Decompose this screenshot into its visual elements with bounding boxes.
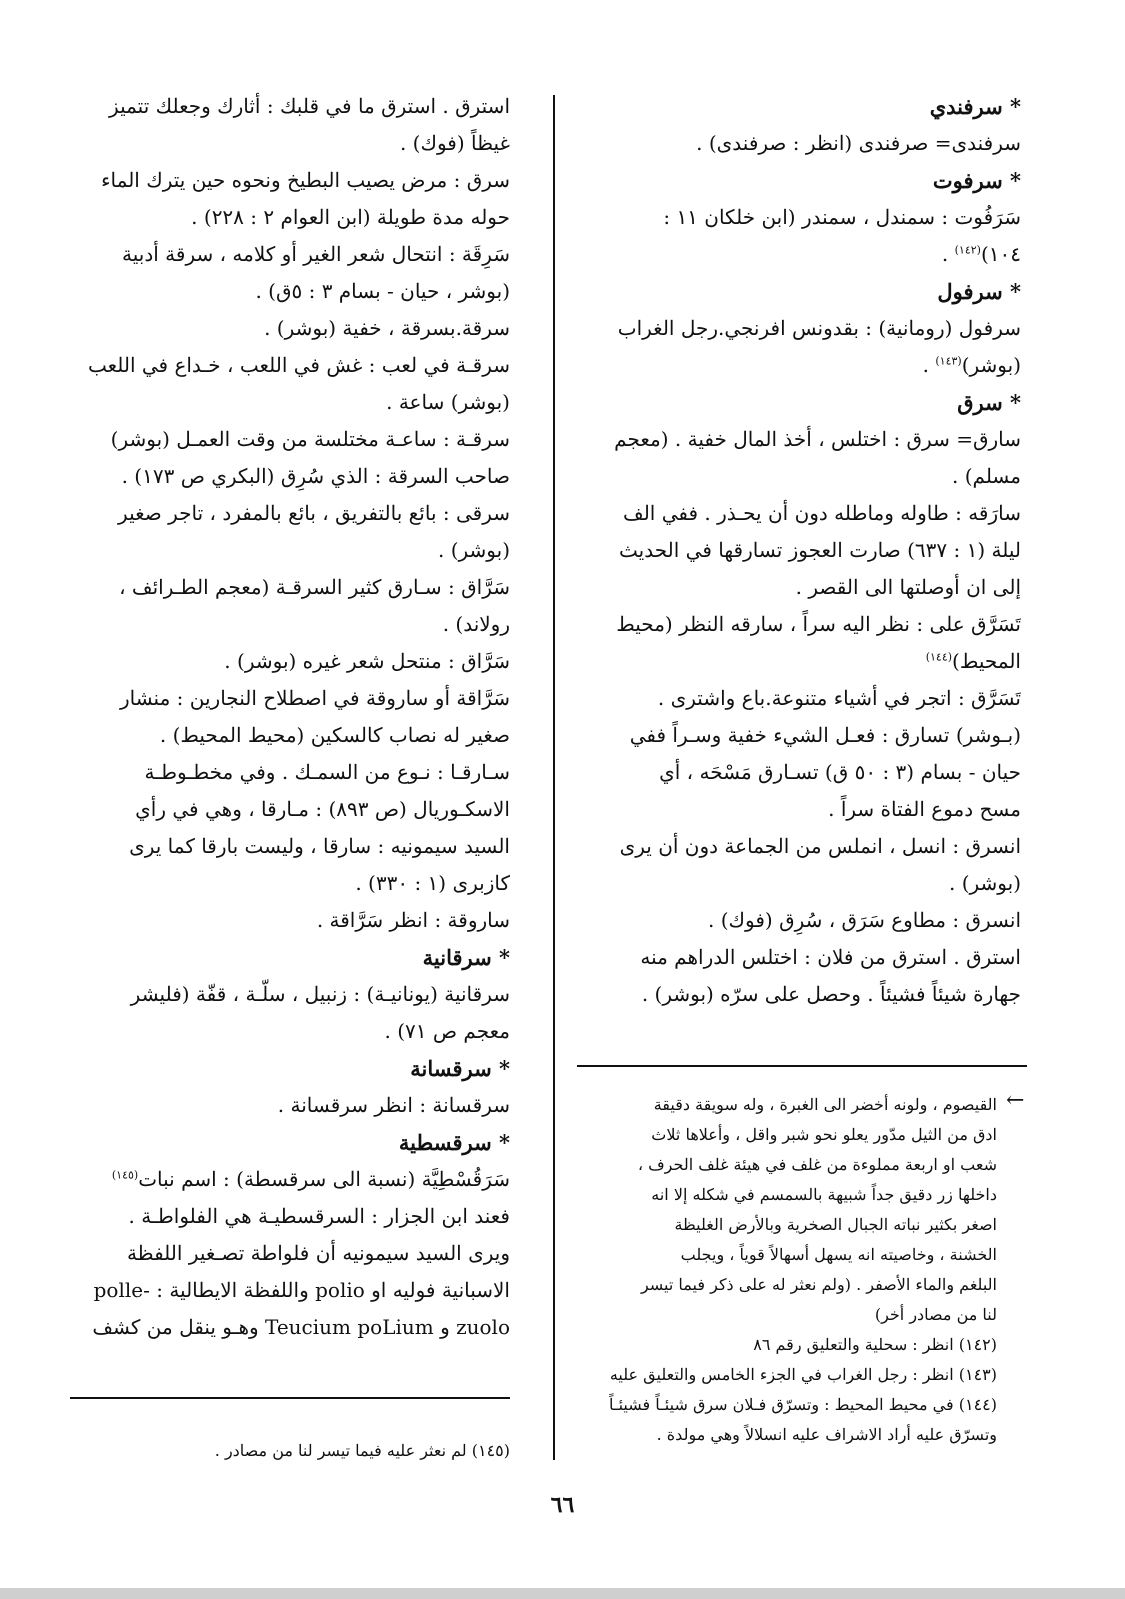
left-line-text: سَرَقُسْطِيَّة (نسبة الى سرقسطة) : اسم نبات xyxy=(138,1167,510,1191)
right-footnote-line: (١٤٣) انظر : رجل الغراب في الجزء الخامس والتعليق عليه xyxy=(609,1365,997,1384)
right-footnote-line: (١٤٤) في محيط المحيط : وتسرّق فـلان سرق شيئـاً فشيئـاً xyxy=(609,1395,997,1414)
right-line-text: * سرفندي xyxy=(929,94,1021,119)
left-text-line xyxy=(70,88,510,125)
continuation-arrow: ← xyxy=(1006,1088,1025,1113)
left-text-line xyxy=(70,754,510,791)
right-line-text: * سرفول xyxy=(937,279,1021,304)
footnote-rule-left xyxy=(70,1397,510,1399)
right-line-text: مسلم) . xyxy=(951,464,1021,488)
left-line-text: ساروقة : انظر سَرَّاقة . xyxy=(316,908,510,932)
right-line-text: حيان - بسام (٣ : ٥٠ ق) تسـارق مَسْحَه ، أي xyxy=(659,760,1021,784)
left-text-line xyxy=(70,1161,510,1198)
left-line-text: الاسكـوريال (ص ٨٩٣) : مـارقا ، وهي في رأي xyxy=(135,797,510,821)
right-text-line xyxy=(577,754,1021,791)
left-text-line xyxy=(70,1198,510,1235)
left-text-line xyxy=(70,273,510,310)
left-text-line xyxy=(70,569,510,606)
left-text-line xyxy=(70,236,510,273)
footnotes-right xyxy=(577,1090,997,1450)
left-headword xyxy=(70,1124,510,1161)
right-line-text: (بوشر) . xyxy=(948,871,1021,895)
left-text-line xyxy=(70,458,510,495)
right-text-line xyxy=(577,717,1021,754)
left-line-text: (بوشر ، حيان - بسام ٣ : ٥ق) . xyxy=(255,279,510,303)
left-line-text: صغير له نصاب كالسكين (محيط المحيط) . xyxy=(159,723,510,747)
right-text-line xyxy=(577,643,1021,680)
right-footnote-line: اصغر بكثير نباته الجبال الصخرية وبالأرض الغليظة xyxy=(674,1215,997,1234)
left-text-line xyxy=(70,717,510,754)
left-line-text: سرقى : بائع بالتفريق ، بائع بالمفرد ، تاجر صغير xyxy=(118,501,510,525)
footnote-rule-right xyxy=(577,1065,1027,1067)
left-text-line xyxy=(70,1309,510,1346)
right-text-line xyxy=(577,199,1021,236)
right-text-line xyxy=(577,976,1021,1013)
line-trailing-text: . xyxy=(941,242,955,266)
right-text-line xyxy=(577,939,1021,976)
right-line-text: استرق . استرق من فلان : اختلس الدراهم منه xyxy=(640,945,1021,969)
left-line-text: صاحب السرقة : الذي سُرِق (البكري ص ١٧٣) . xyxy=(121,464,510,488)
left-text-line xyxy=(70,532,510,569)
left-text-line xyxy=(70,828,510,865)
right-line-text: ليلة (١ : ٦٣٧) صارت العجوز تسارقها في الحديث xyxy=(619,538,1021,562)
right-line-text: جهارة شيئاً فشيئاً . وحصل على سرّه (بوشر) . xyxy=(641,982,1021,1006)
right-line-text: تَسَرَّق : اتجر في أشياء متنوعة.باع واشترى . xyxy=(657,686,1021,710)
right-text-line xyxy=(577,310,1021,347)
scan-edge-bar xyxy=(0,1588,1125,1599)
left-text-line xyxy=(70,1272,510,1309)
left-footnote-line: (١٤٥) لم نعثر عليه فيما تيسر لنا من مصادر . xyxy=(214,1441,510,1460)
left-line-text: سـارقـا : نـوع من السمـك . وفي مخطـوطـة xyxy=(144,760,510,784)
right-line-text: المحيط) xyxy=(952,649,1021,673)
left-text-line xyxy=(70,310,510,347)
right-text-line xyxy=(577,495,1021,532)
right-text-line xyxy=(577,828,1021,865)
right-line-text: سارق= سرق : اختلس ، أخذ المال خفية . (معجم xyxy=(614,427,1021,451)
right-line-text: انسرق : مطاوع سَرَق ، سُرِق (فوك) . xyxy=(708,908,1021,932)
left-headword xyxy=(70,939,510,976)
left-line-text: zuolo و Teucium poLium وهـو ينقل من كشف xyxy=(92,1315,510,1339)
left-line-text: سرقـة : ساعـة مختلسة من وقت العمـل (بوشر) xyxy=(110,427,510,451)
right-text-line xyxy=(577,421,1021,458)
right-line-text: تَسَرَّق على : نظر اليه سراً ، سارقه النظر (محيط xyxy=(616,612,1021,636)
right-footnote-line: القيصوم ، ولونه أخضر الى الغبرة ، وله سويقة دقيقة xyxy=(653,1095,997,1114)
left-text-line xyxy=(70,643,510,680)
right-footnote-line: الخشنة ، وخاصيته انه يسهل أسهالاً قوياً ، ويجلب xyxy=(680,1245,997,1264)
right-text-line xyxy=(577,532,1021,569)
left-text-line xyxy=(70,1013,510,1050)
right-column xyxy=(577,88,1021,1013)
right-footnote-line: شعب او اربعة مملوءة من غلف في هيئة غلف الحرف ، xyxy=(637,1155,997,1174)
left-line-text: سرقسانة : انظر سرقسانة . xyxy=(277,1093,510,1117)
left-line-text: سَرَّاق : منتحل شعر غيره (بوشر) . xyxy=(224,649,510,673)
left-text-line xyxy=(70,199,510,236)
right-line-text: (بوشر) xyxy=(961,353,1021,377)
right-line-text: * سرق xyxy=(957,390,1021,415)
right-footnote-line: ادق من الثيل مدّور يعلو نحو شبر واقل ، وأعلاها ثلاث xyxy=(651,1125,997,1144)
left-text-line xyxy=(70,384,510,421)
left-column xyxy=(70,88,510,1346)
right-text-line xyxy=(577,606,1021,643)
right-footnote-line: البلغم والماء الأصفر . (ولم نعثر له على ذكر فيما تيسر xyxy=(640,1275,997,1294)
right-headword xyxy=(577,88,1021,125)
right-line-text: انسرق : انسل ، انملس من الجماعة دون أن يرى xyxy=(619,834,1021,858)
left-text-line xyxy=(70,680,510,717)
left-text-line xyxy=(70,125,510,162)
left-text-line xyxy=(70,421,510,458)
left-text-line xyxy=(70,1087,510,1124)
left-text-line xyxy=(70,495,510,532)
left-line-text: معجم ص ٧١) . xyxy=(384,1019,510,1043)
footnote-marker: (١٤٢) xyxy=(954,243,981,257)
left-line-text: سرقانية (يونانيـة) : زنبيل ، سلّـة ، قفّة (فليشر xyxy=(130,982,510,1006)
left-text-line xyxy=(70,606,510,643)
right-text-line xyxy=(577,902,1021,939)
left-line-text: سرقـة في لعب : غش في اللعب ، خـداع في اللعب xyxy=(87,353,510,377)
right-text-line xyxy=(577,236,1021,273)
left-line-text: (بوشر) . xyxy=(437,538,510,562)
left-line-text: استرق . استرق ما في قلبك : أثارك وجعلك تتميز xyxy=(109,94,510,118)
right-text-line xyxy=(577,680,1021,717)
right-footnote-line: داخلها زر دقيق جداً شبيهة بالسمسم في شكله إلا انه xyxy=(651,1185,997,1204)
left-line-text: الاسبانية فوليه او polio واللفظة الايطالية : -polle xyxy=(93,1278,510,1302)
footnote-marker: (١٤٥) xyxy=(111,1168,139,1182)
left-line-text: ويرى السيد سيمونيه أن فلواطة تصـغير اللفظة xyxy=(126,1241,510,1265)
left-line-text: * سرقسطية xyxy=(398,1130,510,1155)
right-line-text: (بـوشر) تسارق : فعـل الشيء خفية وسـراً ففي xyxy=(629,723,1021,747)
right-line-text: إلى ان أوصلتها الى القصر . xyxy=(795,575,1021,599)
left-line-text: كازبرى (١ : ٣٣٠) . xyxy=(355,871,510,895)
left-line-text: السيد سيمونيه : سارقا ، وليست بارقا كما يرى xyxy=(129,834,510,858)
right-line-text: سرفول (رومانية) : بقدونس افرنجي.رجل الغراب xyxy=(617,316,1021,340)
right-line-text: سَرَفُوت : سمندل ، سمندر (ابن خلكان ١١ : xyxy=(663,205,1021,229)
right-line-text: ١٠٤) xyxy=(980,242,1021,266)
left-text-line xyxy=(70,347,510,384)
left-line-text: * سرقسانة xyxy=(410,1056,510,1081)
left-line-text: غيظاً (فوك) . xyxy=(399,131,510,155)
right-text-line xyxy=(577,458,1021,495)
line-trailing-text: . xyxy=(922,353,936,377)
left-line-text: رولاند) . xyxy=(442,612,510,636)
right-headword xyxy=(577,384,1021,421)
left-line-text: حوله مدة طويلة (ابن العوام ٢ : ٢٢٨) . xyxy=(191,205,510,229)
left-text-line xyxy=(70,1235,510,1272)
right-headword xyxy=(577,273,1021,310)
left-line-text: سرق : مرض يصيب البطيخ ونحوه حين يترك الماء xyxy=(101,168,510,192)
right-footnote-line: لنا من مصادر أخر) xyxy=(874,1305,997,1324)
left-line-text: سَرَّاق : سـارق كثير السرقـة (معجم الطـرائف ، xyxy=(119,575,510,599)
left-line-text: سَرَّاقة أو ساروقة في اصطلاح النجارين : منشار xyxy=(119,686,510,710)
left-line-text: سرقة.بسرقة ، خفية (بوشر) . xyxy=(264,316,510,340)
right-text-line xyxy=(577,125,1021,162)
left-text-line xyxy=(70,791,510,828)
left-headword xyxy=(70,1050,510,1087)
right-headword xyxy=(577,162,1021,199)
footnotes-left xyxy=(70,1436,510,1466)
right-footnote-line: (١٤٢) انظر : سحلية والتعليق رقم ٨٦ xyxy=(753,1335,997,1354)
footnote-marker: (١٤٣) xyxy=(935,354,962,368)
left-line-text: (بوشر) ساعة . xyxy=(386,390,510,414)
left-line-text: فعند ابن الجزار : السرقسطيـة هي الفلواطـة . xyxy=(128,1204,510,1228)
left-text-line xyxy=(70,162,510,199)
left-line-text: * سرقانية xyxy=(422,945,510,970)
left-line-text: سَرِقَة : انتحال شعر الغير أو كلامه ، سرقة أدبية xyxy=(122,242,510,266)
left-text-line xyxy=(70,976,510,1013)
right-text-line xyxy=(577,791,1021,828)
right-text-line xyxy=(577,569,1021,606)
footnote-marker: (١٤٤) xyxy=(925,650,953,664)
right-line-text: * سرفوت xyxy=(932,168,1021,193)
right-text-line xyxy=(577,865,1021,902)
right-line-text: مسح دموع الفتاة سراً . xyxy=(828,797,1021,821)
right-line-text: سرفندی= صرفندی (انظر : صرفندی) . xyxy=(696,131,1021,155)
page-number: ٦٦ xyxy=(550,1492,575,1518)
right-text-line xyxy=(577,347,1021,384)
left-text-line xyxy=(70,865,510,902)
left-text-line xyxy=(70,902,510,939)
column-divider xyxy=(553,95,555,1460)
right-line-text: سارَقه : طاوله وماطله دون أن يحـذر . ففي الف xyxy=(622,501,1021,525)
right-footnote-line: وتسرّق عليه أراد الاشراف عليه انسلالاً وهي مولدة . xyxy=(656,1425,997,1444)
